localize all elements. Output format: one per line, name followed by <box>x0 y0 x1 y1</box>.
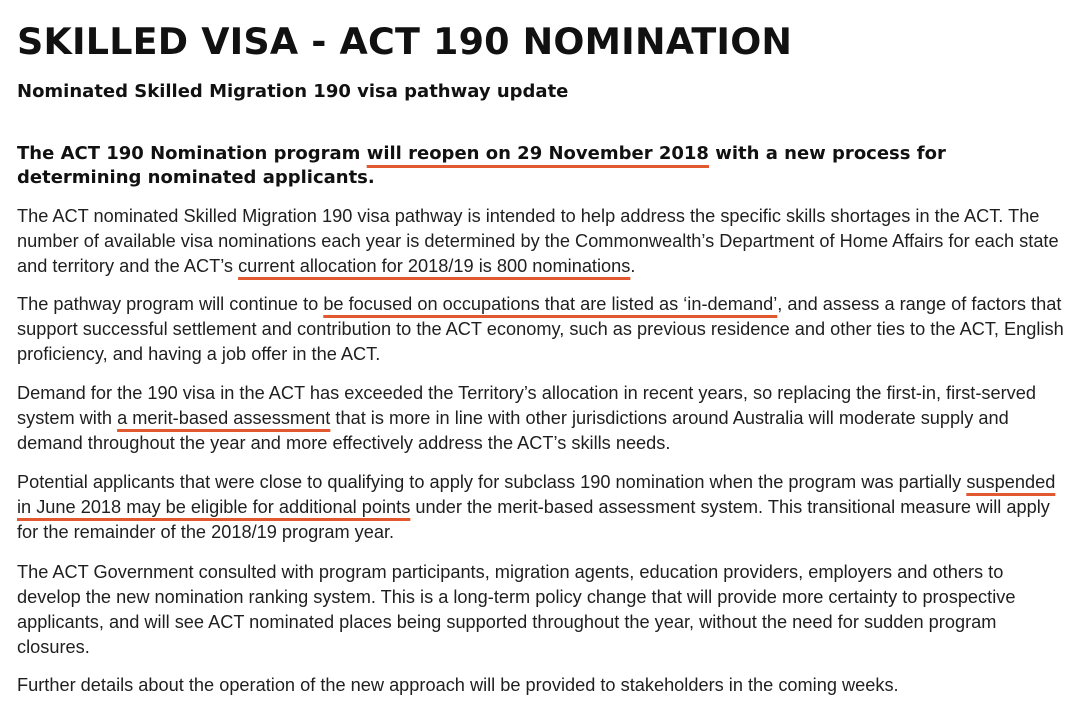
lead-paragraph <box>17 142 1062 190</box>
page-title: SKILLED VISA - ACT 190 NOMINATION <box>17 20 793 63</box>
paragraph-text-after: , and assess a range of factors that support successful settlement and contribution to the ACT economy, such as previous residence and other ties to the ACT, English proficiency, and having a job offer in the ACT. <box>17 294 1064 364</box>
paragraph-highlight: suspended in June 2018 may be eligible for additional points <box>17 472 1056 517</box>
lead-highlight: will reopen on 29 November 2018 <box>366 143 709 164</box>
lead-text-before: The ACT 190 Nomination program <box>17 143 367 164</box>
paragraph-highlight: current allocation for 2018/19 is 800 nominations <box>238 256 631 276</box>
paragraph-text-after: . <box>630 256 636 276</box>
paragraph-text-before: Potential applicants that were close to qualifying to apply for subclass 190 nomination when the program was partially <box>17 472 967 492</box>
paragraph-text-before: The ACT nominated Skilled Migration 190 visa pathway is intended to help address the specific skills shortages in the ACT. The number of available visa nominations each year is determined by the Commonwealth’s Department of Home Affairs for each state and territory and the ACT’s <box>17 206 1059 276</box>
paragraph-highlight: be focused on occupations that are listed as ‘in-demand’ <box>323 294 778 314</box>
paragraph-merit-based <box>17 381 1067 456</box>
paragraph-text-before: The pathway program will continue to <box>17 294 324 314</box>
paragraph-text-before: Demand for the 190 visa in the ACT has exceeded the Territory’s allocation in recent years, so replacing the first-in, first-served system with <box>17 383 1037 428</box>
paragraph-in-demand <box>17 292 1067 367</box>
lead-text-after: with a new process for determining nominated applicants. <box>17 143 946 188</box>
paragraph-further-details: Further details about the operation of the new approach will be provided to stakeholders in the coming weeks. <box>17 675 899 695</box>
paragraph-consultation: The ACT Government consulted with program participants, migration agents, education providers, employers and others to develop the new nomination ranking system. This is a long-term policy change that will provide more certainty to prospective applicants, and will see ACT nominated places being supported throughout the year, without the need for sudden program closures. <box>17 562 1016 657</box>
paragraph-allocation <box>17 204 1067 279</box>
paragraph-highlight: a merit-based assessment <box>117 408 331 428</box>
paragraph-additional-points <box>17 470 1067 545</box>
page-subtitle: Nominated Skilled Migration 190 visa pathway update <box>17 81 569 102</box>
paragraph-text-after: that is more in line with other jurisdictions around Australia will moderate supply and demand throughout the year and more effectively address the ACT’s skills needs. <box>17 408 1009 453</box>
paragraph-text-after: under the merit-based assessment system. This transitional measure will apply for the remainder of the 2018/19 program year. <box>17 497 1050 542</box>
